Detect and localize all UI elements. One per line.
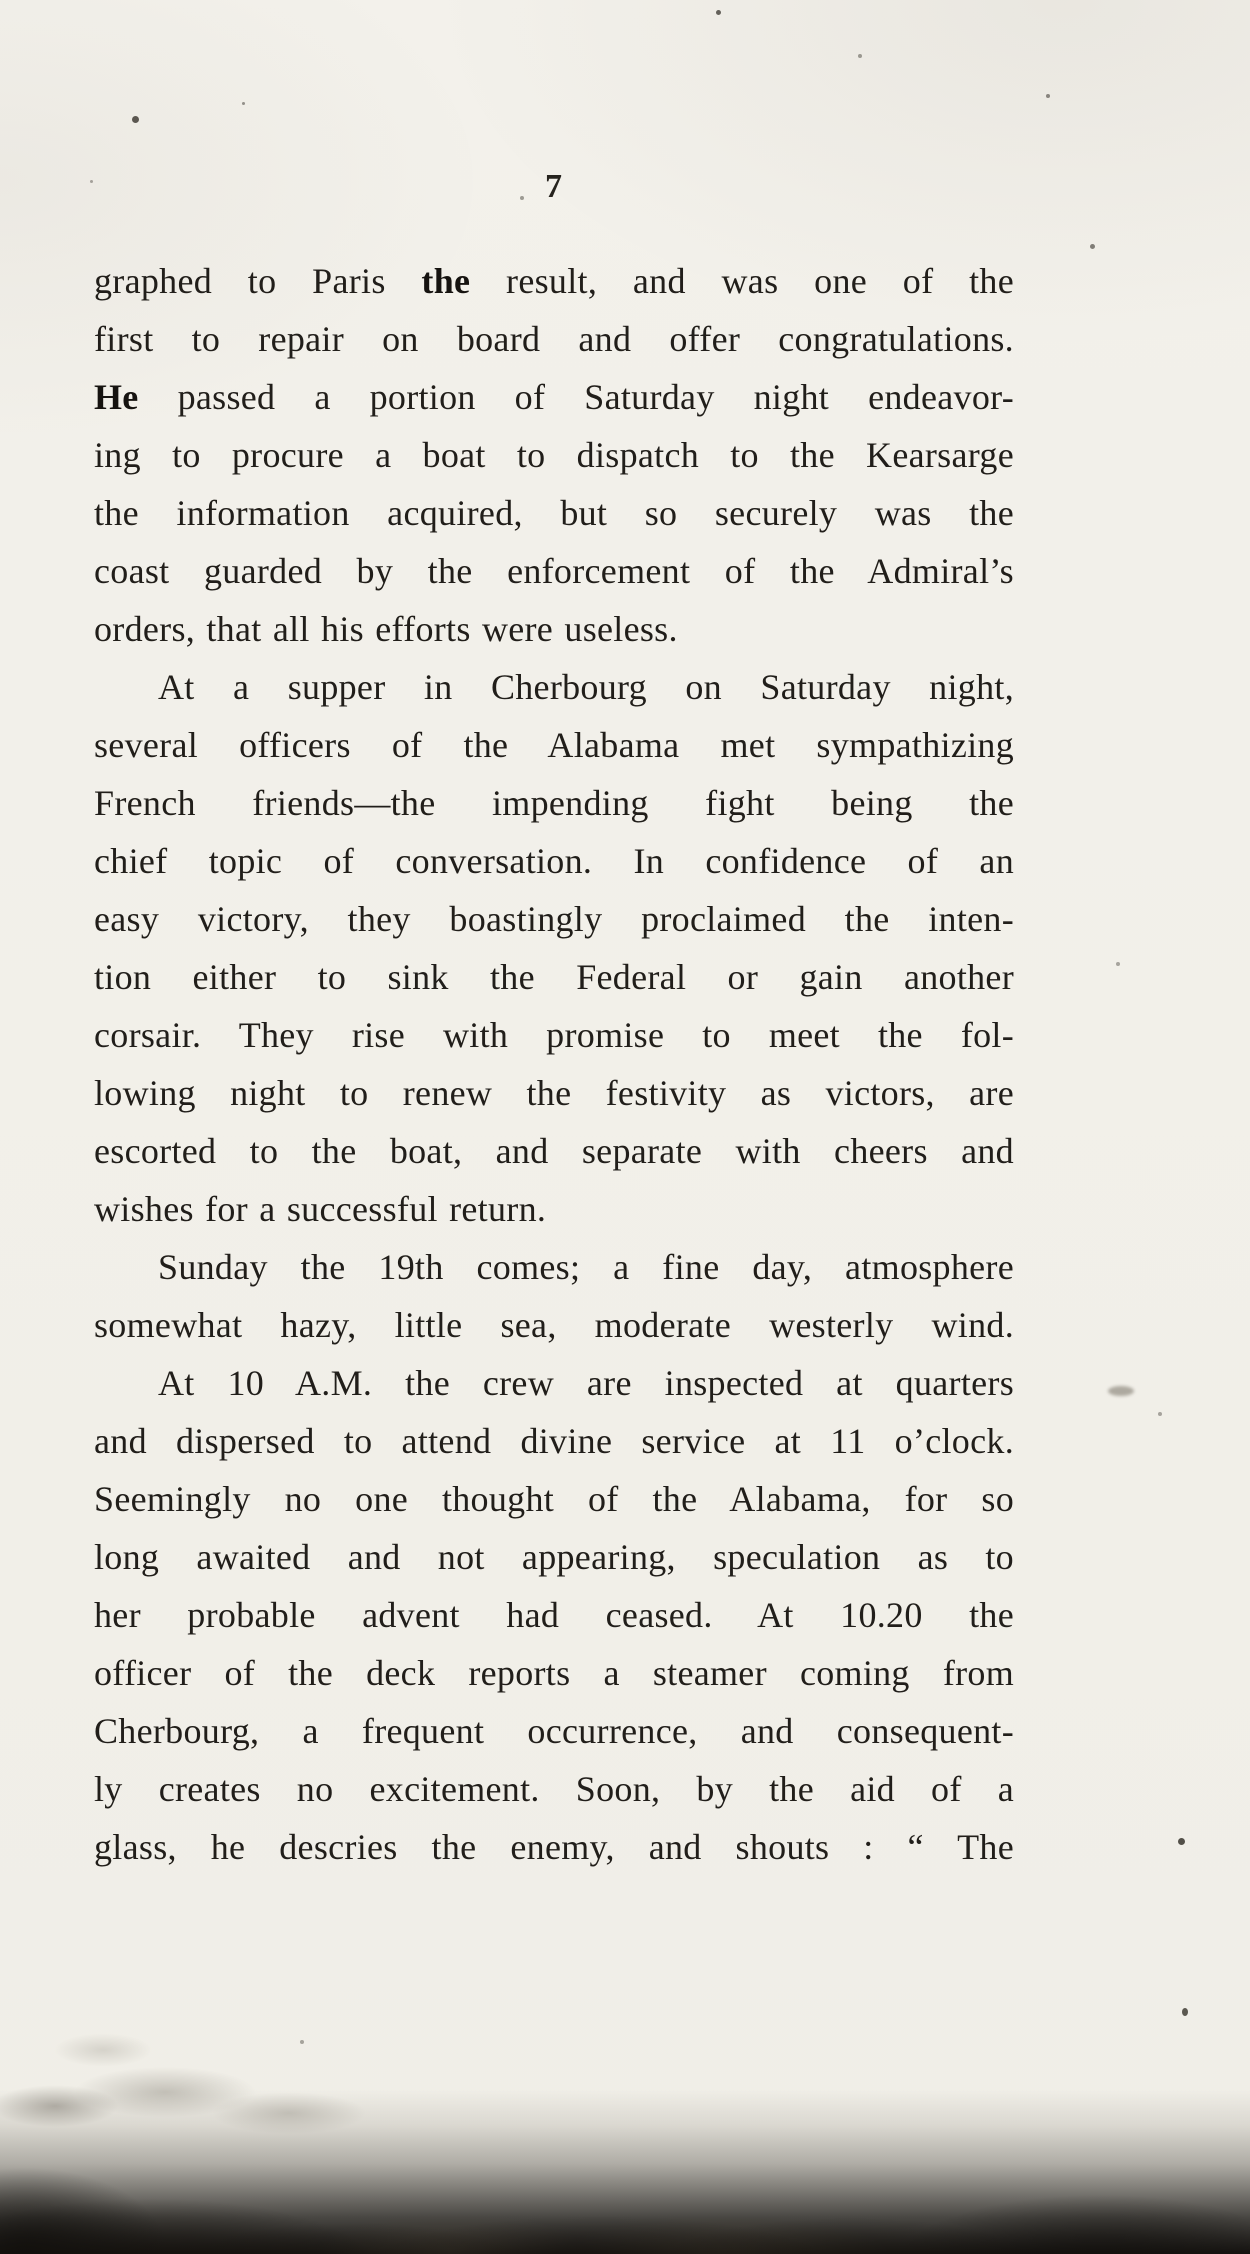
page-text xyxy=(94,252,1014,1876)
text-line: Cherbourg, a frequent occurrence, and consequent- xyxy=(94,1711,1014,1751)
text-line: somewhat hazy, little sea, moderate westerly wind. xyxy=(94,1305,1014,1345)
scan-grain-bottom xyxy=(0,2089,1250,2254)
scan-speck xyxy=(242,102,245,105)
text-line: the information acquired, but so securely was the xyxy=(94,493,1014,533)
scan-speck xyxy=(716,10,721,15)
scan-speck xyxy=(300,2040,304,2044)
scan-speck xyxy=(1178,1838,1185,1845)
text-line: wishes for a successful return. xyxy=(94,1189,547,1229)
text-line: corsair. They rise with promise to meet the fol- xyxy=(94,1015,1014,1055)
scan-speck xyxy=(90,180,93,183)
text-line: Seemingly no one thought of the Alabama, for so xyxy=(94,1479,1014,1519)
text-line: tion either to sink the Federal or gain another xyxy=(94,957,1014,997)
paragraph xyxy=(94,1354,1014,1876)
text-line: long awaited and not appearing, speculation as to xyxy=(94,1537,1014,1577)
text-line: coast guarded by the enforcement of the Admiral’s xyxy=(94,551,1014,591)
text-line: ly creates no excitement. Soon, by the aid of a xyxy=(94,1769,1014,1809)
scan-speck xyxy=(1158,1412,1162,1416)
scan-speck xyxy=(1116,962,1120,966)
scan-speck xyxy=(132,116,139,123)
text-line: French friends—the impending fight being the xyxy=(94,783,1014,823)
text-line: escorted to the boat, and separate with cheers and xyxy=(94,1131,1014,1171)
text-line: ing to procure a boat to dispatch to the Kearsarge xyxy=(94,435,1014,475)
paragraph xyxy=(94,1238,1014,1354)
scan-grain-upper xyxy=(0,1994,688,2134)
scan-speck xyxy=(1182,2008,1188,2016)
scan-speck xyxy=(858,54,862,58)
scan-speck xyxy=(1046,94,1050,98)
text-line: orders, that all his efforts were useless. xyxy=(94,609,678,649)
text-line: first to repair on board and offer congratulations. xyxy=(94,319,1014,359)
paragraph xyxy=(94,252,1014,658)
paragraph xyxy=(94,658,1014,1238)
text-line: graphed to Paris the result, and was one of the xyxy=(94,261,1014,301)
text-line: At a supper in Cherbourg on Saturday night, xyxy=(158,667,1014,707)
text-line: her probable advent had ceased. At 10.20 the xyxy=(94,1595,1014,1635)
text-line: chief topic of conversation. In confidence of an xyxy=(94,841,1014,881)
text-line: several officers of the Alabama met sympathizing xyxy=(94,725,1014,765)
text-line: glass, he descries the enemy, and shouts : “ The xyxy=(94,1827,1014,1867)
text-line: Sunday the 19th comes; a fine day, atmosphere xyxy=(158,1247,1014,1287)
scan-speck xyxy=(1090,244,1095,249)
text-line: At 10 A.M. the crew are inspected at quarters xyxy=(158,1363,1014,1403)
text-line: officer of the deck reports a steamer coming from xyxy=(94,1653,1014,1693)
text-line: He passed a portion of Saturday night endeavor- xyxy=(94,377,1014,417)
text-line: and dispersed to attend divine service at 11 o’clock. xyxy=(94,1421,1014,1461)
text-line: easy victory, they boastingly proclaimed the inten- xyxy=(94,899,1014,939)
scan-smudge xyxy=(1108,1386,1134,1396)
page-number: 7 xyxy=(545,168,563,205)
text-line: lowing night to renew the festivity as victors, are xyxy=(94,1073,1014,1113)
